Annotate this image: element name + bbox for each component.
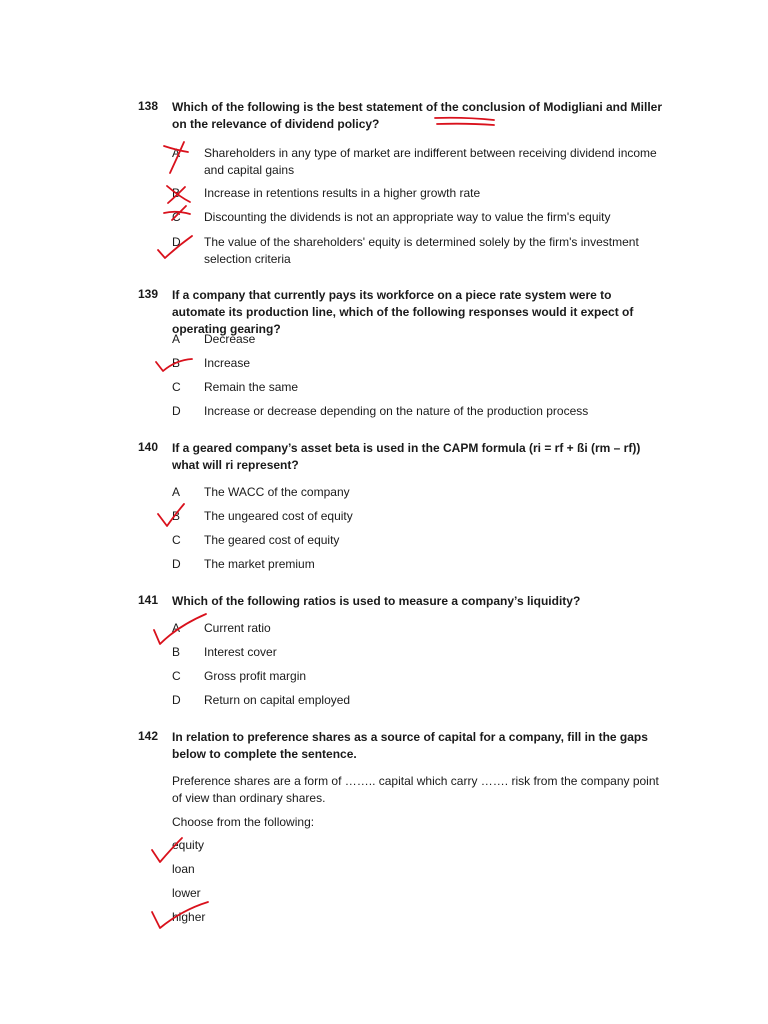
option-letter: A bbox=[172, 146, 181, 160]
option-letter: A bbox=[172, 485, 181, 499]
word-choice: lower bbox=[172, 886, 201, 900]
option-text: Gross profit margin bbox=[204, 669, 307, 683]
option-letter: A bbox=[172, 621, 181, 635]
option-text: Increase in retentions results in a higher growth rate bbox=[204, 186, 481, 200]
option-letter: D bbox=[172, 235, 181, 249]
option-text: Current ratio bbox=[204, 621, 271, 635]
option-text: Return on capital employed bbox=[204, 693, 351, 707]
question-number: 139 bbox=[138, 287, 159, 301]
option-letter: D bbox=[172, 557, 181, 571]
option-letter: C bbox=[172, 210, 181, 224]
option-letter: C bbox=[172, 669, 181, 683]
question-number: 140 bbox=[138, 440, 159, 454]
question-text: Which of the following is the best statement of the conclusion of Modigliani and Miller on the relevance of dividend policy? bbox=[172, 100, 663, 131]
choose-instruction: Choose from the following: bbox=[172, 815, 315, 829]
option-text: Decrease bbox=[204, 332, 256, 346]
option-letter: B bbox=[172, 356, 181, 370]
option-letter: B bbox=[172, 186, 181, 200]
word-choice: equity bbox=[172, 838, 205, 852]
question-text: If a geared company’s asset beta is used in the CAPM formula (ri = rf + ßi (rm – rf)) what will ri represent? bbox=[172, 441, 641, 472]
option-text: Shareholders in any type of market are indifferent between receiving dividend income and capital gains bbox=[204, 146, 657, 177]
question-number: 142 bbox=[138, 729, 159, 743]
question-number: 141 bbox=[138, 593, 159, 607]
option-text: The geared cost of equity bbox=[204, 533, 340, 547]
gap-sentence: Preference shares are a form of …….. capital which carry ……. risk from the company point of view than ordinary shares. bbox=[172, 774, 659, 805]
option-text: The market premium bbox=[204, 557, 315, 571]
option-text: Remain the same bbox=[204, 380, 299, 394]
option-letter: C bbox=[172, 533, 181, 547]
question-number: 138 bbox=[138, 99, 159, 113]
option-text: The value of the shareholders' equity is determined solely by the firm's investment selection criteria bbox=[204, 235, 639, 266]
option-letter: C bbox=[172, 380, 181, 394]
option-text: Increase bbox=[204, 356, 251, 370]
question-text: In relation to preference shares as a source of capital for a company, fill in the gaps below to complete the sentence. bbox=[172, 730, 648, 761]
option-letter: B bbox=[172, 509, 181, 523]
option-letter: B bbox=[172, 645, 181, 659]
word-choice: higher bbox=[172, 910, 206, 924]
option-letter: D bbox=[172, 404, 181, 418]
option-letter: D bbox=[172, 693, 181, 707]
question-text: Which of the following ratios is used to measure a company’s liquidity? bbox=[172, 594, 581, 608]
option-text: The ungeared cost of equity bbox=[204, 509, 353, 523]
option-text: The WACC of the company bbox=[204, 485, 350, 499]
option-letter: A bbox=[172, 332, 181, 346]
word-choice: loan bbox=[172, 862, 195, 876]
option-text: Interest cover bbox=[204, 645, 277, 659]
option-text: Discounting the dividends is not an appropriate way to value the firm's equity bbox=[204, 210, 611, 224]
option-text: Increase or decrease depending on the nature of the production process bbox=[204, 404, 589, 418]
question-text: If a company that currently pays its workforce on a piece rate system were to automate its production line, which of the following responses would it expect of operating gearing? bbox=[172, 288, 634, 336]
